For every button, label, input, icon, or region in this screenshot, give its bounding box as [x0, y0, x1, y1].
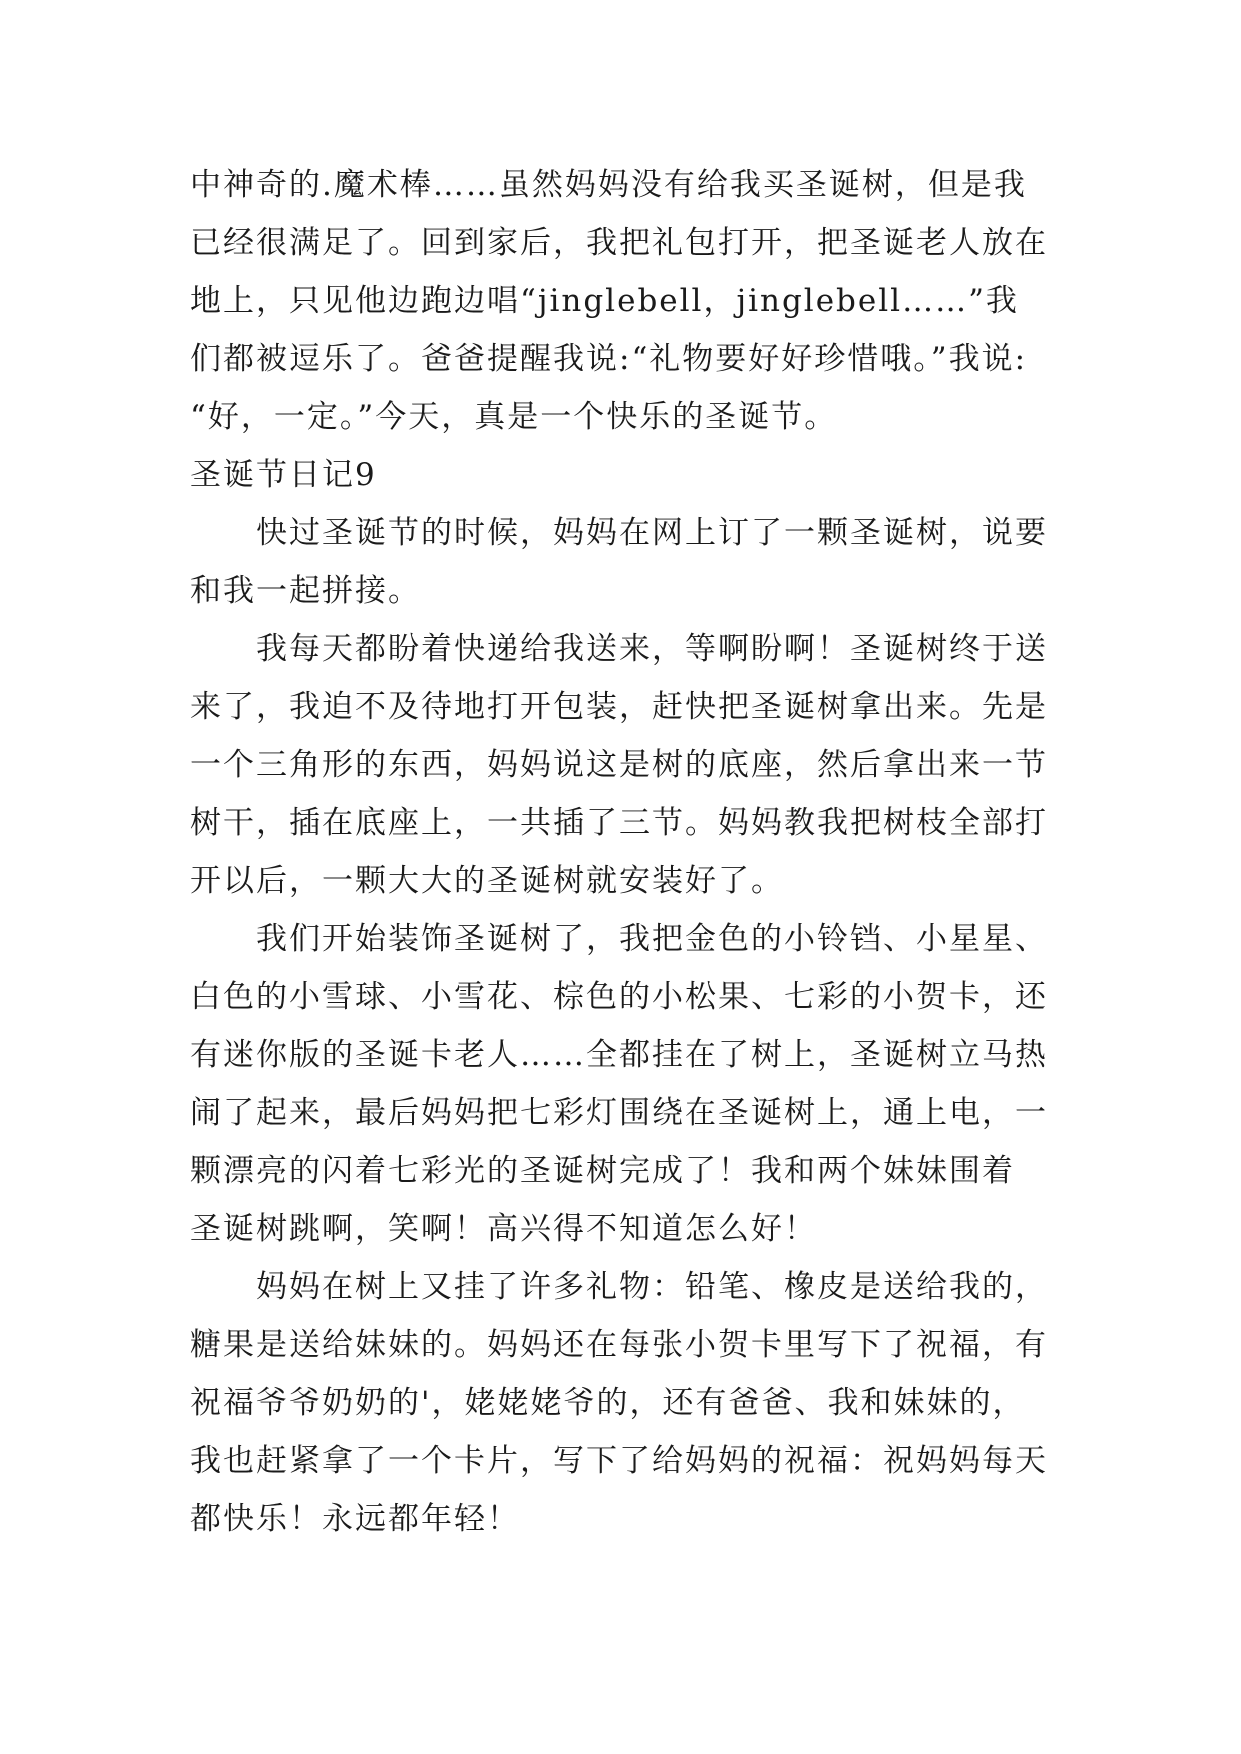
text-line: 圣诞树跳啊，笑啊！高兴得不知道怎么好！	[190, 1211, 817, 1247]
paragraph	[190, 1258, 1070, 1548]
text-line: 我每天都盼着快递给我送来，等啊盼啊！圣诞树终于送	[256, 631, 1048, 667]
text-line: 中神奇的.魔术棒……虽然妈妈没有给我买圣诞树，但是我	[190, 167, 1027, 203]
text-line: 快过圣诞节的时候，妈妈在网上订了一颗圣诞树，说要	[256, 515, 1048, 551]
text-line: 我们开始装饰圣诞树了，我把金色的小铃铛、小星星、	[256, 921, 1048, 957]
text-line: 们都被逗乐了。爸爸提醒我说:“礼物要好好珍惜哦。”我说:	[190, 341, 1028, 377]
paragraph	[190, 504, 1070, 620]
text-line: 都快乐！永远都年轻！	[190, 1501, 520, 1537]
text-line: 白色的小雪球、小雪花、棕色的小松果、七彩的小贺卡，还	[190, 979, 1048, 1015]
text-line: 开以后，一颗大大的圣诞树就安装好了。	[190, 863, 784, 899]
text-line: 已经很满足了。回到家后，我把礼包打开，把圣诞老人放在	[190, 225, 1048, 261]
text-line: 妈妈在树上又挂了许多礼物：铅笔、橡皮是送给我的，	[256, 1269, 1048, 1305]
text-line: 来了，我迫不及待地打开包装，赶快把圣诞树拿出来。先是	[190, 689, 1048, 725]
text-line: “好，一定。”今天，真是一个快乐的圣诞节。	[190, 399, 838, 435]
text-line: 闹了起来，最后妈妈把七彩灯围绕在圣诞树上，通上电，一	[190, 1095, 1048, 1131]
text-line: 糖果是送给妹妹的。妈妈还在每张小贺卡里写下了祝福，有	[190, 1327, 1048, 1363]
text-line: 和我一起拼接。	[190, 573, 421, 609]
section-title: 圣诞节日记9	[190, 457, 377, 493]
continued-paragraph	[190, 156, 1070, 446]
paragraph	[190, 620, 1070, 910]
text-line: 我也赶紧拿了一个卡片，写下了给妈妈的祝福：祝妈妈每天	[190, 1443, 1048, 1479]
text-line: 祝福爷爷奶奶的'，姥姥姥爷的，还有爸爸、我和妹妹的，	[190, 1385, 1026, 1421]
text-line: 一个三角形的东西，妈妈说这是树的底座，然后拿出来一节	[190, 747, 1048, 783]
text-line: 有迷你版的圣诞卡老人……全都挂在了树上，圣诞树立马热	[190, 1037, 1048, 1073]
document-body	[190, 156, 1070, 1548]
text-line: 颗漂亮的闪着七彩光的圣诞树完成了！我和两个妹妹围着	[190, 1153, 1015, 1189]
text-line: 树干，插在底座上，一共插了三节。妈妈教我把树枝全部打	[190, 805, 1048, 841]
paragraph	[190, 910, 1070, 1258]
text-line: 地上，只见他边跑边唱“jinglebell，jinglebell……”我	[190, 283, 1019, 319]
